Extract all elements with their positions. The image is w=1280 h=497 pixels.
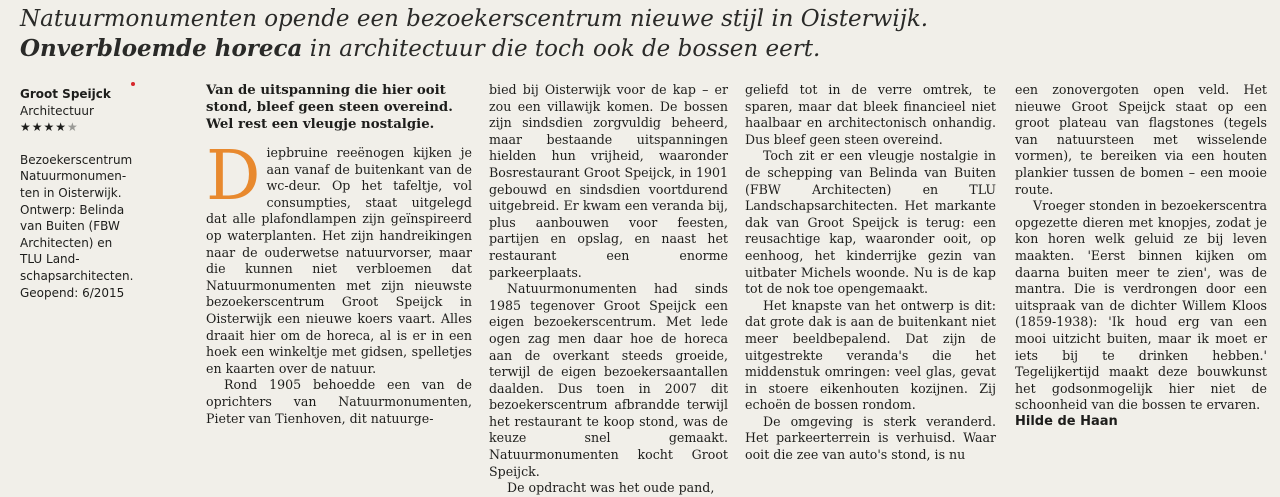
info-line: Natuurmonumen-: [20, 169, 127, 184]
info-line: ten in Oisterwijk.: [20, 185, 122, 200]
article-column-2: [489, 82, 728, 497]
article-column-4: [1015, 82, 1267, 430]
category-label: Architectuur: [20, 103, 94, 118]
info-line: van Buiten (FBW: [20, 219, 120, 234]
article-column-3: [745, 82, 996, 464]
headline-rest: in architectuur die toch ook de bossen eert.: [302, 36, 821, 62]
info-line: TLU Land-: [20, 252, 80, 267]
paragraph: De omgeving is sterk veranderd. Het parkeerterrein is verhuisd. Waar ooit die zee van auto's stond, is nu: [745, 413, 996, 463]
paragraph: Het knapste van het ontwerp is dit: dat grote dak is aan de buitenkant niet meer beeldbepalend. Dat zijn de uitgestrekte veranda's die het middenstuk omringen: veel glas, gevat in stoere eikenhouten kozijnen. Zij echoën de bossen rondom.: [745, 297, 996, 413]
info-line: schapsarchitecten.: [20, 268, 134, 283]
review-sidebar: [20, 86, 180, 301]
drop-cap: D: [206, 137, 261, 216]
headline: [20, 4, 1270, 64]
paragraph: Vroeger stonden in bezoekerscentra opgezette dieren met knopjes, zodat je kon horen welk geluid ze bij leven maakten. 'Eerst binnen kijken om daarna buiten meer te zien', was de mantra. Die is verdrongen door een uitspraak van de dichter Willem Kloos (1859-1938): 'Ik houd erg van een mooi uitzicht buiten, maar ik moet er iets bij te drinken hebben.' Tegelijkertijd maakt deze bouwkunst het godsonmogelijk hier niet de schoonheid van die bossen te ervaren.: [1015, 198, 1267, 413]
paragraph: De opdracht was het oude pand,: [507, 480, 715, 496]
star-rating-empty: ★: [67, 120, 79, 135]
headline-line-2: [20, 34, 1270, 64]
info-line: Ontwerp: Belinda: [20, 202, 125, 217]
paragraph: Rond 1905 behoedde een van de oprichters van Natuurmonumenten, Pieter van Tienhoven, dit natuurge-: [206, 377, 472, 426]
info-line: Bezoekerscentrum: [20, 152, 133, 167]
paragraph: bied bij Oisterwijk voor de kap – er zou een villawijk komen. De bossen zijn sindsdien zorgvuldig beheerd, maar bestaande uitspanningen hielden hun vrijheid, waaronder Bosrestaurant Groot Speijck, in 1901 gebouwd en sindsdien voortdurend uitgebreid. Er kwam een veranda bij, plus aanbouwen voor feesten, partijen en opslag, en naast het restaurant een enorme parkeerplaats.: [489, 82, 728, 280]
author-byline: Hilde de Haan: [1015, 413, 1118, 429]
paragraph: een zonovergoten open veld. Het nieuwe Groot Speijck staat op een groot plateau van flagstones (tegels van natuursteen met wisselende vormen), te bereiken via een houten plankier tussen de bomen – een mooie route.: [1015, 82, 1267, 197]
article-lede: Van de uitspanning die hier ooit stond, bleef geen steen overeind. Wel rest een vleugje nostalgie.: [206, 83, 453, 132]
info-line: Geopend: 6/2015: [20, 285, 125, 300]
venue-title: Groot Speijck: [20, 87, 111, 101]
article-column-1: [206, 82, 472, 427]
paragraph: iepbruine reeënogen kijken je aan vanaf de buitenkant van de wc-deur. Op het tafeltje, vol consumpties, staat uitgelegd dat alle plafondlampen zijn geïnspireerd op waterplanten. Het zijn handreikingen naar de ouderwetse natuurvorser, maar die kunnen niet verbloemen dat Natuurmonumenten met zijn nieuwste bezoekerscentrum Groot Speijck in Oisterwijk een nieuwe koers vaart. Alles draait hier om de horeca, al is er in een hoek een winkeltje met gidsen, spelletjes en kaarten over de natuur.: [206, 145, 472, 376]
paragraph: geliefd tot in de verre omtrek, te sparen, maar dat bleek financieel niet haalbaar en architectonisch onhandig. Dus bleef geen steen overeind.: [745, 82, 996, 147]
star-rating: [20, 119, 180, 136]
info-line: Architecten) en: [20, 235, 113, 250]
star-rating-filled: ★★★★: [20, 120, 68, 135]
headline-line-1: Natuurmonumenten opende een bezoekerscentrum nieuwe stijl in Oisterwijk.: [20, 6, 929, 32]
headline-bold-phrase: Onverbloemde horeca: [20, 35, 303, 62]
paragraph: Natuurmonumenten had sinds 1985 tegenover Groot Speijck een eigen bezoekerscentrum. Met lede ogen zag men daar hoe de horeca aan de overkant steeds groeide, terwijl de eigen bezoekersaantallen daalden. Dus toen in 2007 dit bezoekerscentrum afbrandde terwijl het restaurant te koop stond, was de keuze snel gemaakt. Natuurmonumenten kocht Groot Speijck.: [489, 281, 728, 479]
paragraph: Toch zit er een vleugje nostalgie in de schepping van Belinda van Buiten (FBW Architecten) en TLU Landschapsarchitecten. Het markante dak van Groot Speijck is terug: een reusachtige kap, waaronder ooit, op eenhoog, het kinderrijke gezin van uitbater Michels woonde. Nu is de kap tot de nok toe opengemaakt.: [745, 148, 996, 297]
